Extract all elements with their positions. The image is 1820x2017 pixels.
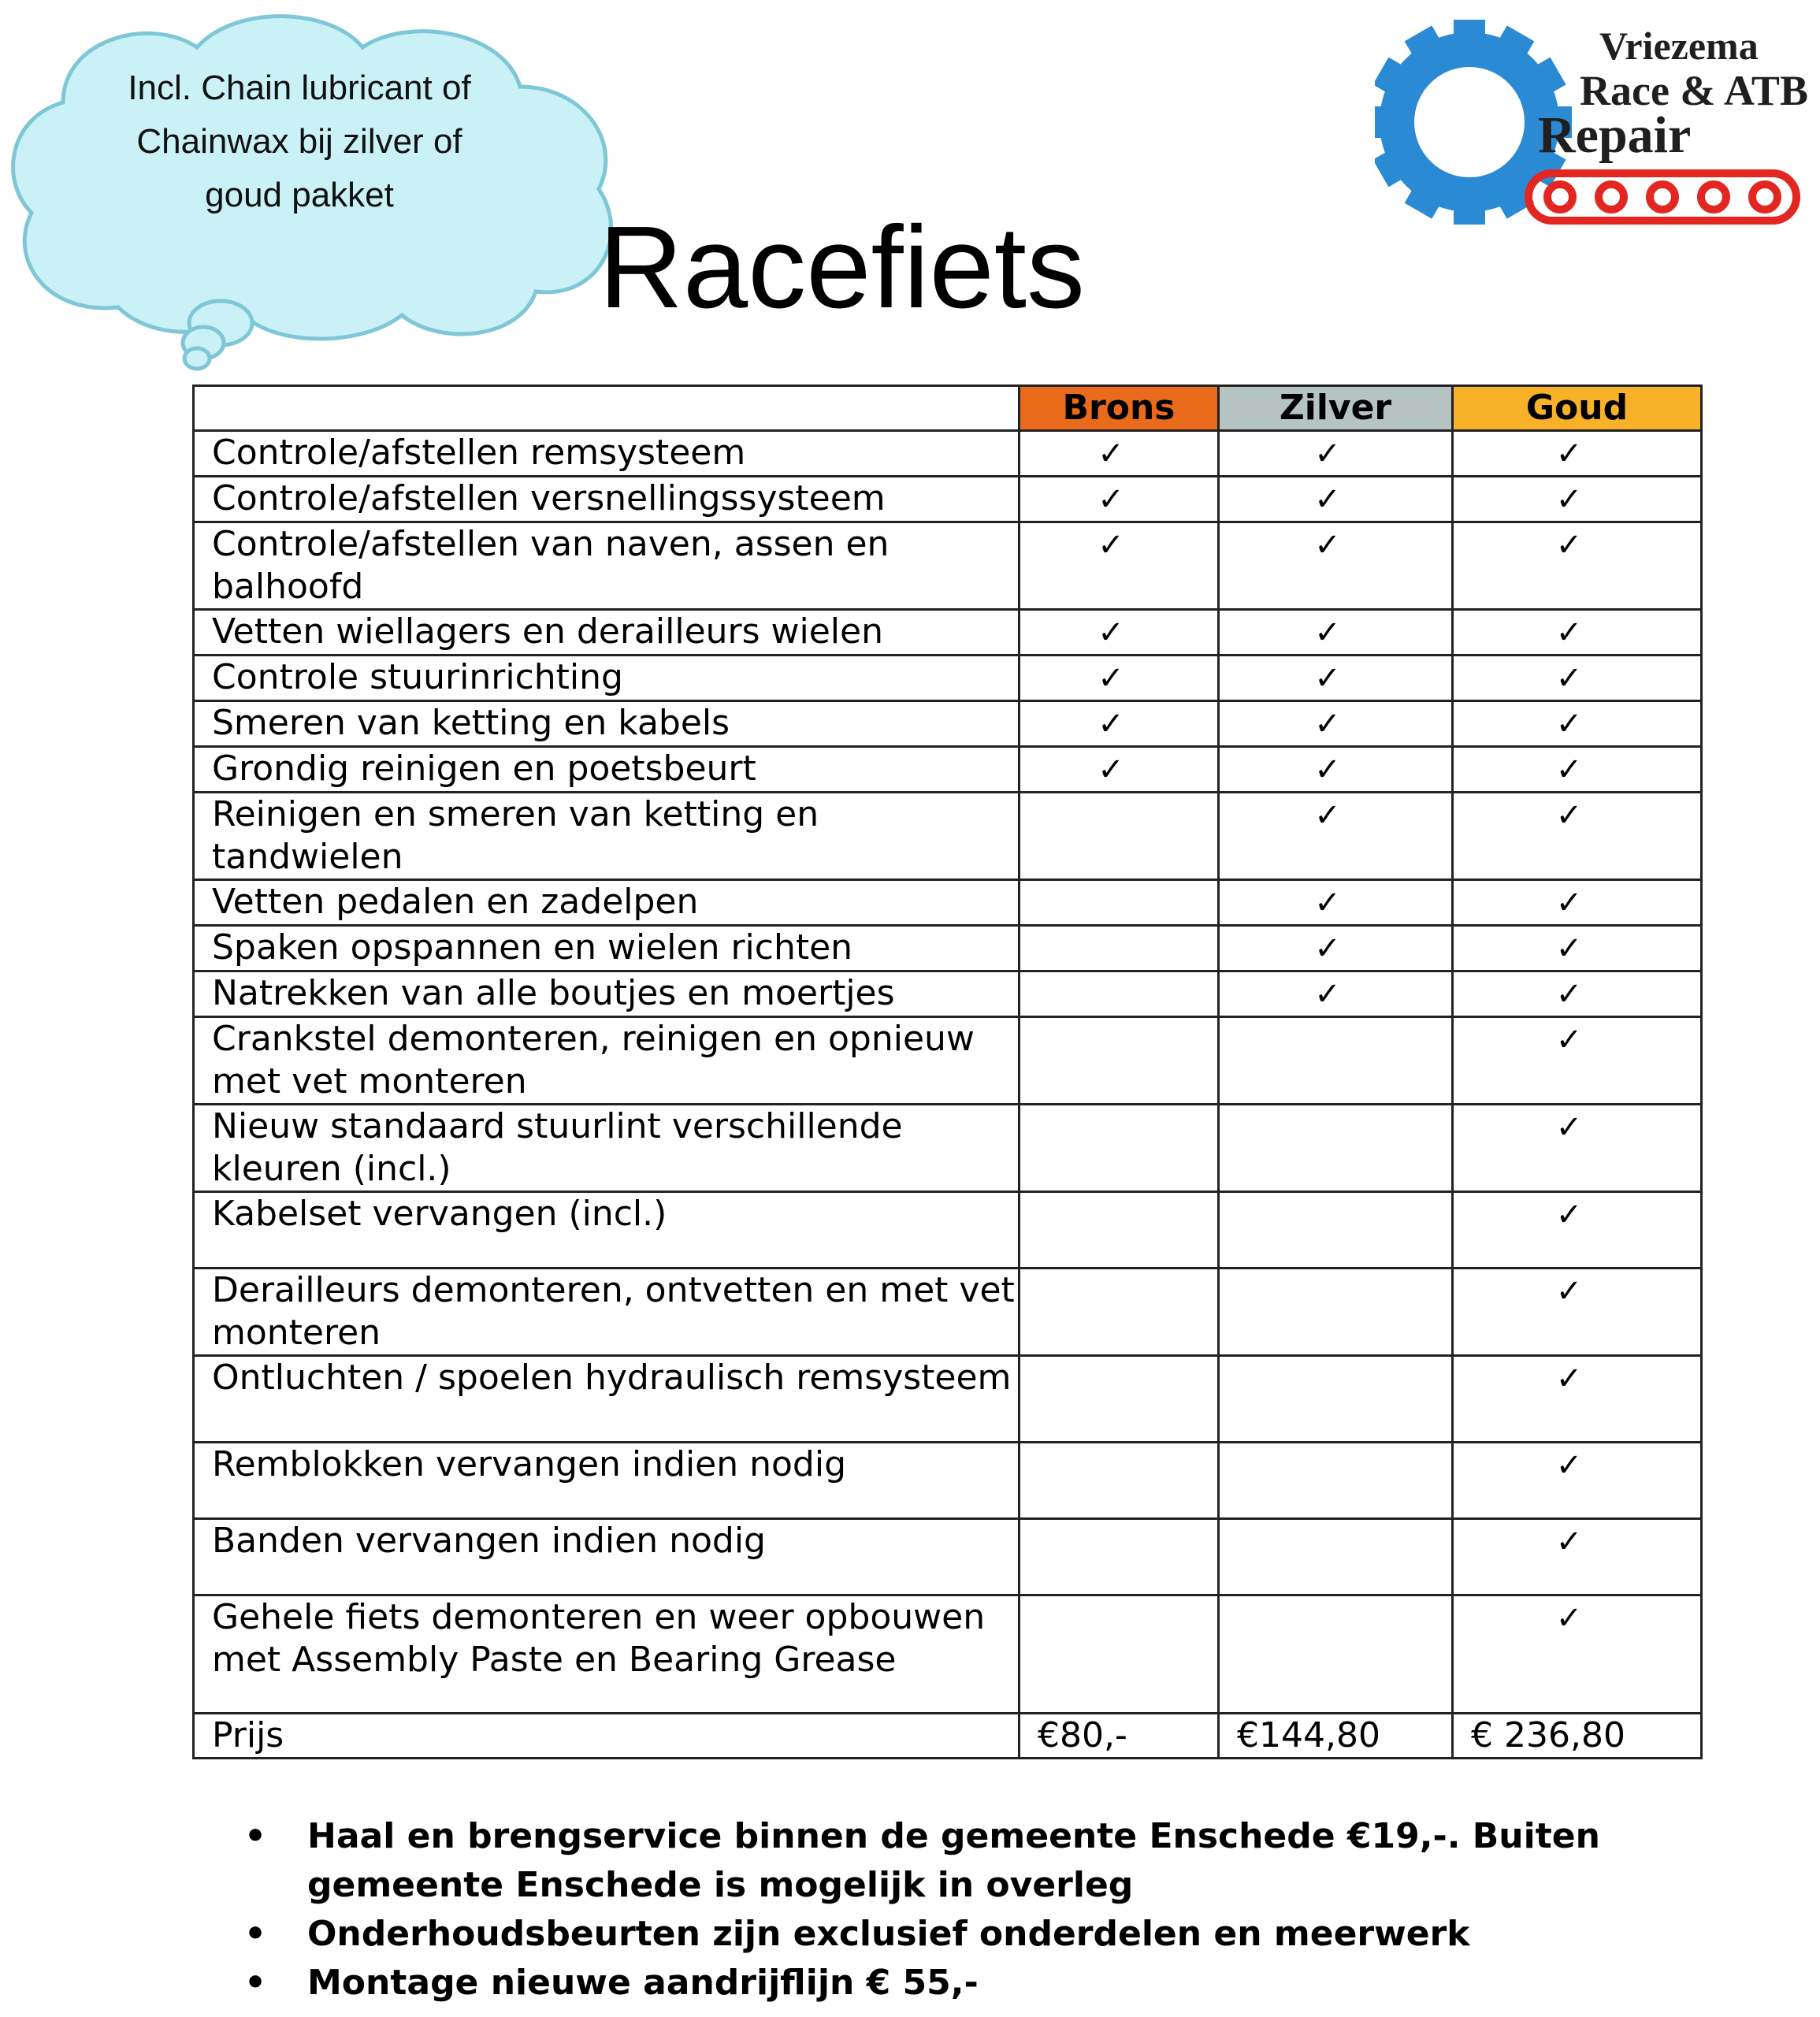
check-goud — [1453, 522, 1702, 610]
check-goud — [1453, 610, 1702, 656]
check-zilver — [1219, 656, 1453, 701]
service-table — [192, 384, 1703, 1759]
cloud-line: Chainwax bij zilver of — [136, 122, 462, 161]
check-zilver — [1219, 431, 1453, 477]
table-row — [194, 522, 1702, 610]
checkmark-icon: ✓ — [1555, 436, 1583, 472]
check-brons — [1020, 1105, 1219, 1192]
check-zilver — [1219, 1595, 1453, 1714]
table-row — [194, 701, 1702, 747]
checkmark-icon: ✓ — [1098, 481, 1124, 518]
check-goud — [1453, 1356, 1702, 1443]
table-body — [194, 431, 1702, 1759]
service-label: Grondig reinigen en poetsbeurt — [194, 747, 1020, 793]
checkmark-icon: ✓ — [1555, 1022, 1583, 1058]
checkmark-icon: ✓ — [1555, 1109, 1583, 1146]
check-goud — [1453, 793, 1702, 880]
service-label: Kabelset vervangen (incl.) — [194, 1192, 1020, 1269]
table-row — [194, 1356, 1702, 1443]
service-label: Ontluchten / spoelen hydraulisch remsysteem — [194, 1356, 1020, 1443]
checkmark-icon: ✓ — [1555, 885, 1583, 921]
service-label: Controle stuurinrichting — [194, 656, 1020, 701]
check-goud — [1453, 747, 1702, 793]
table-row — [194, 1192, 1702, 1269]
check-brons — [1020, 1443, 1219, 1519]
check-zilver — [1219, 1192, 1453, 1269]
cloud-line: goud pakket — [205, 176, 394, 214]
page-title: Racefiets — [599, 202, 1085, 332]
check-zilver — [1219, 926, 1453, 971]
check-goud — [1453, 1269, 1702, 1356]
checkmark-icon: ✓ — [1098, 752, 1124, 788]
check-goud — [1453, 926, 1702, 971]
service-label: Controle/afstellen van naven, assen en balhoofd — [194, 522, 1020, 610]
list-item — [236, 1910, 1733, 1959]
notes-list — [236, 1812, 1733, 2008]
checkmark-icon: ✓ — [1555, 1600, 1583, 1636]
list-item — [236, 1812, 1733, 1910]
table-row — [194, 971, 1702, 1017]
header-goud: Goud — [1453, 386, 1702, 431]
table-header-row — [194, 386, 1702, 431]
check-brons — [1020, 1519, 1219, 1595]
service-label: Spaken opspannen en wielen richten — [194, 926, 1020, 971]
cloud-line: Incl. Chain lubricant of — [128, 69, 471, 107]
checkmark-icon: ✓ — [1555, 976, 1583, 1012]
table-row — [194, 431, 1702, 477]
check-zilver — [1219, 1443, 1453, 1519]
check-brons — [1020, 971, 1219, 1017]
check-goud — [1453, 1105, 1702, 1192]
check-brons — [1020, 926, 1219, 971]
service-label: Vetten pedalen en zadelpen — [194, 880, 1020, 926]
check-goud — [1453, 701, 1702, 747]
checkmark-icon: ✓ — [1555, 1273, 1583, 1309]
checkmark-icon: ✓ — [1555, 527, 1583, 563]
checkmark-icon: ✓ — [1555, 1447, 1583, 1484]
table-row — [194, 477, 1702, 522]
checkmark-icon: ✓ — [1098, 436, 1124, 472]
check-brons — [1020, 610, 1219, 656]
checkmark-icon: ✓ — [1314, 752, 1341, 788]
service-label: Remblokken vervangen indien nodig — [194, 1443, 1020, 1519]
chain-icon — [1528, 173, 1796, 221]
check-zilver — [1219, 701, 1453, 747]
checkmark-icon: ✓ — [1314, 930, 1341, 967]
check-zilver — [1219, 971, 1453, 1017]
check-zilver — [1219, 1017, 1453, 1105]
service-label: Controle/afstellen versnellingssysteem — [194, 477, 1020, 522]
table-row — [194, 1443, 1702, 1519]
table-row — [194, 880, 1702, 926]
price-label: Prijs — [194, 1714, 1020, 1759]
table-row — [194, 656, 1702, 701]
cloud-note — [87, 61, 512, 222]
checkmark-icon: ✓ — [1314, 615, 1341, 651]
service-label: Crankstel demonteren, reinigen en opnieuw met vet monteren — [194, 1017, 1020, 1105]
check-brons — [1020, 1017, 1219, 1105]
check-brons — [1020, 431, 1219, 477]
header-brons: Brons — [1020, 386, 1219, 431]
price-row — [194, 1714, 1702, 1759]
check-goud — [1453, 1192, 1702, 1269]
check-zilver — [1219, 1519, 1453, 1595]
check-goud — [1453, 971, 1702, 1017]
checkmark-icon: ✓ — [1098, 615, 1124, 651]
service-label: Controle/afstellen remsysteem — [194, 431, 1020, 477]
checkmark-icon: ✓ — [1555, 706, 1583, 742]
checkmark-icon: ✓ — [1314, 976, 1341, 1012]
checkmark-icon: ✓ — [1555, 930, 1583, 967]
table-row — [194, 1017, 1702, 1105]
check-brons — [1020, 1192, 1219, 1269]
price-zilver: €144,80 — [1219, 1714, 1453, 1759]
checkmark-icon: ✓ — [1555, 797, 1583, 834]
company-logo — [1375, 12, 1816, 248]
note-text: Montage nieuwe aandrijflijn € 55,- — [307, 1963, 979, 2003]
checkmark-icon: ✓ — [1555, 481, 1583, 518]
service-label: Nieuw standaard stuurlint verschillende kleuren (incl.) — [194, 1105, 1020, 1192]
check-goud — [1453, 1519, 1702, 1595]
check-brons — [1020, 793, 1219, 880]
service-label: Banden vervangen indien nodig — [194, 1519, 1020, 1595]
bullet-icon: • — [244, 1963, 267, 2003]
checkmark-icon: ✓ — [1314, 797, 1341, 834]
checkmark-icon: ✓ — [1098, 706, 1124, 742]
check-goud — [1453, 477, 1702, 522]
checkmark-icon: ✓ — [1314, 481, 1341, 518]
logo-line1: Vriezema — [1599, 24, 1759, 68]
check-brons — [1020, 1356, 1219, 1443]
checkmark-icon: ✓ — [1555, 1524, 1583, 1560]
table-row — [194, 1105, 1702, 1192]
check-brons — [1020, 656, 1219, 701]
check-zilver — [1219, 522, 1453, 610]
check-brons — [1020, 701, 1219, 747]
checkmark-icon: ✓ — [1555, 1197, 1583, 1233]
checkmark-icon: ✓ — [1314, 527, 1341, 563]
check-zilver — [1219, 1356, 1453, 1443]
check-goud — [1453, 431, 1702, 477]
check-brons — [1020, 1595, 1219, 1714]
service-label: Vetten wiellagers en derailleurs wielen — [194, 610, 1020, 656]
note-text: Onderhoudsbeurten zijn exclusief onderdelen en meerwerk — [307, 1914, 1470, 1954]
header-zilver: Zilver — [1219, 386, 1453, 431]
table-row — [194, 926, 1702, 971]
check-zilver — [1219, 793, 1453, 880]
check-goud — [1453, 1443, 1702, 1519]
checkmark-icon: ✓ — [1555, 615, 1583, 651]
logo-line3: Repair — [1538, 106, 1692, 164]
checkmark-icon: ✓ — [1555, 660, 1583, 696]
checkmark-icon: ✓ — [1314, 660, 1341, 696]
bullet-icon: • — [244, 1816, 267, 1856]
service-label: Reinigen en smeren van ketting en tandwielen — [194, 793, 1020, 880]
table-row — [194, 1595, 1702, 1714]
price-goud: € 236,80 — [1453, 1714, 1702, 1759]
check-goud — [1453, 1595, 1702, 1714]
check-zilver — [1219, 610, 1453, 656]
check-zilver — [1219, 1105, 1453, 1192]
logo-line2: Race & ATB — [1580, 67, 1808, 114]
checkmark-icon: ✓ — [1314, 885, 1341, 921]
check-brons — [1020, 522, 1219, 610]
check-brons — [1020, 747, 1219, 793]
check-brons — [1020, 477, 1219, 522]
note-text: Haal en brengservice binnen de gemeente Enschede €19,-. Buiten gemeente Enschede is mogelijk in overleg — [307, 1816, 1600, 1905]
price-brons: €80,- — [1020, 1714, 1219, 1759]
check-zilver — [1219, 880, 1453, 926]
header-empty-cell — [194, 386, 1020, 431]
service-label: Smeren van ketting en kabels — [194, 701, 1020, 747]
check-goud — [1453, 656, 1702, 701]
check-brons — [1020, 880, 1219, 926]
checkmark-icon: ✓ — [1314, 706, 1341, 742]
check-zilver — [1219, 1269, 1453, 1356]
check-goud — [1453, 1017, 1702, 1105]
checkmark-icon: ✓ — [1314, 436, 1341, 472]
list-item — [236, 1959, 1733, 2008]
checkmark-icon: ✓ — [1555, 752, 1583, 788]
check-brons — [1020, 1269, 1219, 1356]
check-zilver — [1219, 477, 1453, 522]
bullet-icon: • — [244, 1914, 267, 1954]
service-label: Natrekken van alle boutjes en moertjes — [194, 971, 1020, 1017]
checkmark-icon: ✓ — [1098, 527, 1124, 563]
table-row — [194, 610, 1702, 656]
checkmark-icon: ✓ — [1098, 660, 1124, 696]
check-zilver — [1219, 747, 1453, 793]
service-label: Derailleurs demonteren, ontvetten en met vet monteren — [194, 1269, 1020, 1356]
service-label: Gehele fiets demonteren en weer opbouwen met Assembly Paste en Bearing Grease — [194, 1595, 1020, 1714]
check-goud — [1453, 880, 1702, 926]
table-row — [194, 747, 1702, 793]
table-row — [194, 1519, 1702, 1595]
table-row — [194, 793, 1702, 880]
table-row — [194, 1269, 1702, 1356]
checkmark-icon: ✓ — [1555, 1361, 1583, 1397]
